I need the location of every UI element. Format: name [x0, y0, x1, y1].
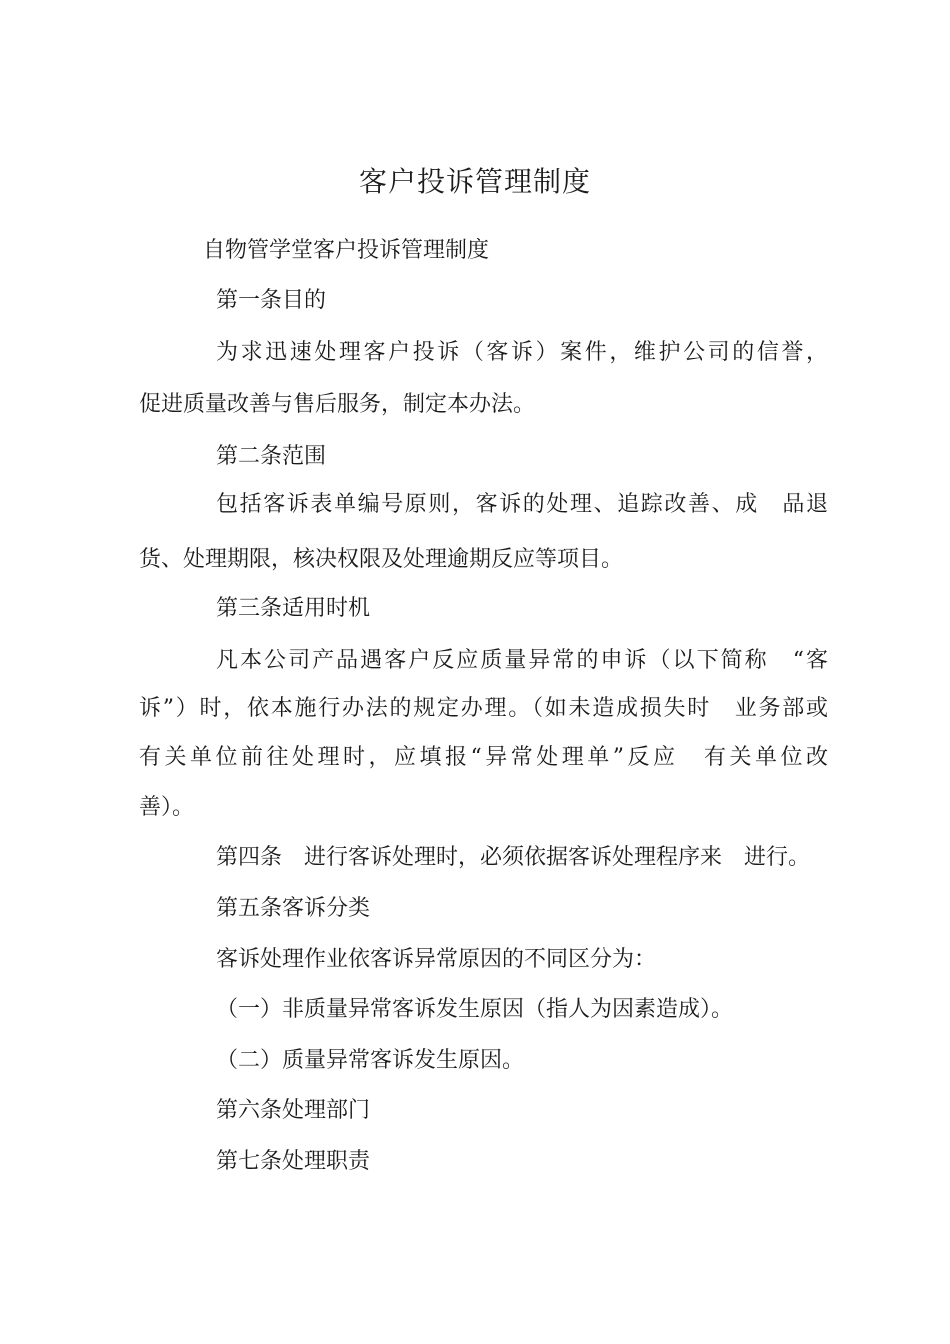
paragraph-line: 客诉处理作业依客诉异常原因的不同区分为：: [216, 947, 657, 972]
article-heading: 第三条适用时机: [216, 596, 371, 621]
article-heading: 第五条客诉分类: [216, 896, 371, 921]
document-title: 客户投诉管理制度: [358, 165, 591, 198]
article-heading: 第一条目的: [216, 288, 327, 313]
paragraph-line: 有关单位前往处理时，应填报“异常处理单”反应 有关单位改: [139, 745, 828, 770]
paragraph-line: 促进质量改善与售后服务，制定本办法。: [139, 392, 536, 417]
paragraph-line: 善）。: [139, 795, 195, 820]
list-item: （一）非质量异常客诉发生原因（指人为因素造成）。: [216, 997, 734, 1022]
source-line: 自物管学堂客户投诉管理制度: [203, 238, 490, 263]
article-heading: 第二条范围: [216, 444, 327, 469]
article-heading: 第六条处理部门: [216, 1098, 371, 1123]
paragraph-line: 货、处理期限，核决权限及处理逾期反应等项目。: [139, 547, 624, 572]
article-heading: 第七条处理职责: [216, 1149, 371, 1174]
paragraph-line: 凡本公司产品遇客户反应质量异常的申诉（以下简称 “客: [216, 648, 828, 673]
paragraph-line: 诉”）时，依本施行办法的规定办理。（如未造成损失时 业务部或: [139, 696, 828, 721]
article-line: 第四条 进行客诉处理时，必须依据客诉处理程序来 进行。: [216, 845, 811, 870]
paragraph-line: 为求迅速处理客户投诉（客诉）案件，维护公司的信誉，: [216, 340, 828, 365]
paragraph-line: 包括客诉表单编号原则，客诉的处理、追踪改善、成 品退: [216, 492, 828, 517]
list-item: （二）质量异常客诉发生原因。: [216, 1048, 525, 1073]
